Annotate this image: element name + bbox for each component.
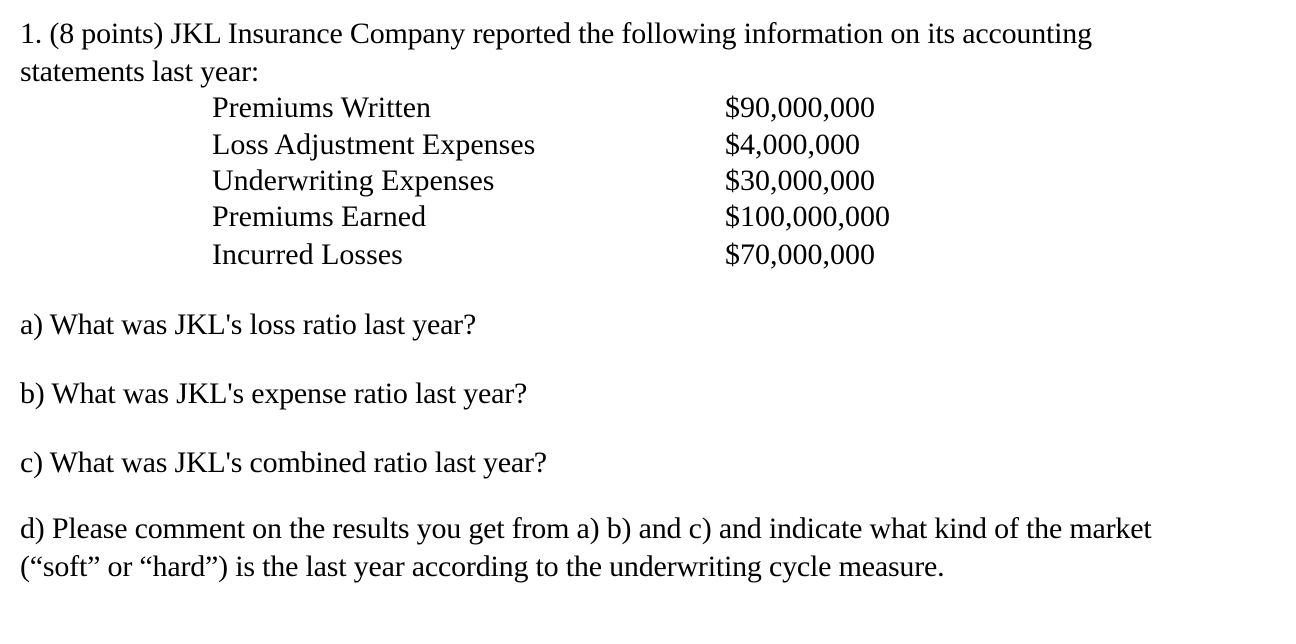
question-intro-line-2: statements last year: — [20, 55, 260, 88]
table-row-value: $30,000,000 — [725, 164, 875, 197]
question-intro-line-1: 1. (8 points) JKL Insurance Company reported the following information on its accounting — [20, 17, 1092, 50]
table-row-label: Incurred Losses — [212, 238, 403, 271]
table-row-label: Premiums Written — [212, 91, 432, 124]
table-row-label: Underwriting Expenses — [212, 164, 495, 197]
table-row-value: $90,000,000 — [725, 91, 875, 124]
table-row-value: $100,000,000 — [725, 200, 890, 233]
question-part-a: a) What was JKL's loss ratio last year? — [20, 308, 477, 341]
table-row-value: $4,000,000 — [725, 128, 860, 161]
question-part-d-line-2: (“soft” or “hard”) is the last year according to the underwriting cycle measure. — [20, 550, 945, 583]
table-row-label: Loss Adjustment Expenses — [212, 128, 536, 161]
question-part-b: b) What was JKL's expense ratio last year? — [20, 377, 528, 410]
question-part-d-line-1: d) Please comment on the results you get from a) b) and c) and indicate what kind of the market — [20, 512, 1152, 545]
table-row-label: Premiums Earned — [212, 200, 427, 233]
question-part-c: c) What was JKL's combined ratio last year? — [20, 446, 547, 479]
table-row-value: $70,000,000 — [725, 238, 875, 271]
